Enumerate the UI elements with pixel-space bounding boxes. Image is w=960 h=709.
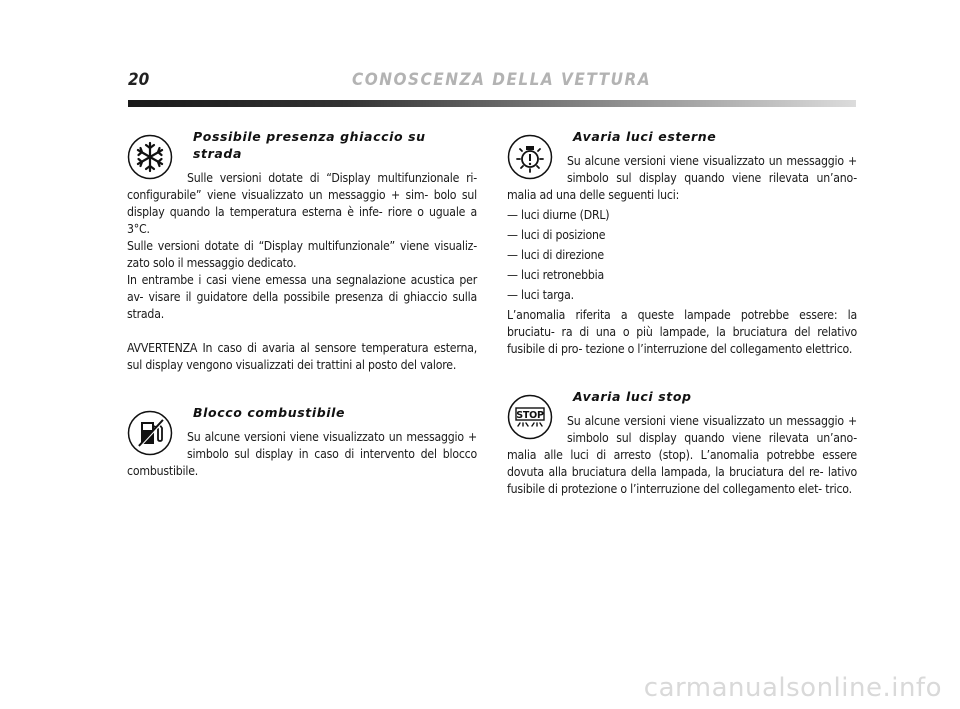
page-number: 20 — [128, 70, 150, 90]
exterior-lights-fault-icon — [507, 134, 553, 180]
page-title: CONOSCENZA DELLA VETTURA — [352, 70, 652, 90]
exterior-lights-heading: Avaria luci esterne — [573, 129, 717, 144]
fuel-cutoff-section — [127, 404, 477, 480]
right-column — [507, 128, 857, 498]
list-item: — luci di posizione — [507, 228, 606, 242]
header-rule — [128, 100, 856, 107]
ice-paragraph-2: Sulle versioni dotate di “Display multifunzionale” viene visualiz- zato solo il messaggio dedicato. — [127, 239, 477, 270]
ice-paragraph-1: Sulle versioni dotate di “Display multifunzionale ri- configurabile” viene visualizzato un messaggio + sim- bolo sul display quando la temperatura esterna è infe- riore o uguale a 3°C. — [127, 171, 477, 236]
list-item: — luci diurne (DRL) — [507, 208, 610, 222]
ice-warning-note: AVVERTENZA In caso di avaria al sensore temperatura esterna, sul display vengono visualizzati dei trattini al posto del valore. — [127, 341, 477, 372]
stop-lights-section — [507, 388, 857, 498]
watermark: carmanualsonline.info — [643, 673, 942, 703]
exterior-lights-paragraph-2: L’anomalia riferita a queste lampade potrebbe essere: la bruciatu- ra di una o più lampade, la bruciatura del relativo fusibile di pro- tezione o l’interruzione del collegamento elettrico. — [507, 308, 857, 356]
stop-lights-fault-icon — [507, 394, 553, 440]
stop-lights-paragraph: Su alcune versioni viene visualizzato un messaggio + simbolo sul display quando viene rilevata un’ano- malia alle luci di arresto (stop). L’anomalia potrebbe essere dovuta alla bruciatura della lampada, la bruciatura del re- lativo fusibile di protezione o l’interruzione del collegamento elet- trico. — [507, 414, 857, 496]
ice-warning-section — [127, 128, 477, 374]
fuel-heading: Blocco combustibile — [193, 405, 346, 420]
left-column — [127, 128, 477, 480]
stop-lights-heading: Avaria luci stop — [573, 389, 692, 404]
exterior-lights-paragraph-1: Su alcune versioni viene visualizzato un messaggio + simbolo sul display quando viene rilevata un’ano- malia ad una delle seguenti luci: — [507, 154, 857, 202]
ice-heading: Possibile presenza ghiaccio su strada — [193, 129, 426, 161]
list-item: — luci di direzione — [507, 248, 604, 262]
stop-icon-label: STOP — [516, 410, 544, 421]
list-item: — luci targa. — [507, 288, 574, 302]
fuel-cutoff-icon — [127, 410, 173, 456]
list-item: — luci retronebbia — [507, 268, 605, 282]
ice-paragraph-3: In entrambe i casi viene emessa una segnalazione acustica per av- visare il guidatore della possibile presenza di ghiaccio sulla strada. — [127, 273, 477, 321]
snowflake-icon — [127, 134, 173, 180]
fuel-paragraph: Su alcune versioni viene visualizzato un messaggio + simbolo sul display in caso di intervento del blocco combustibile. — [127, 430, 477, 478]
exterior-lights-section — [507, 128, 857, 358]
